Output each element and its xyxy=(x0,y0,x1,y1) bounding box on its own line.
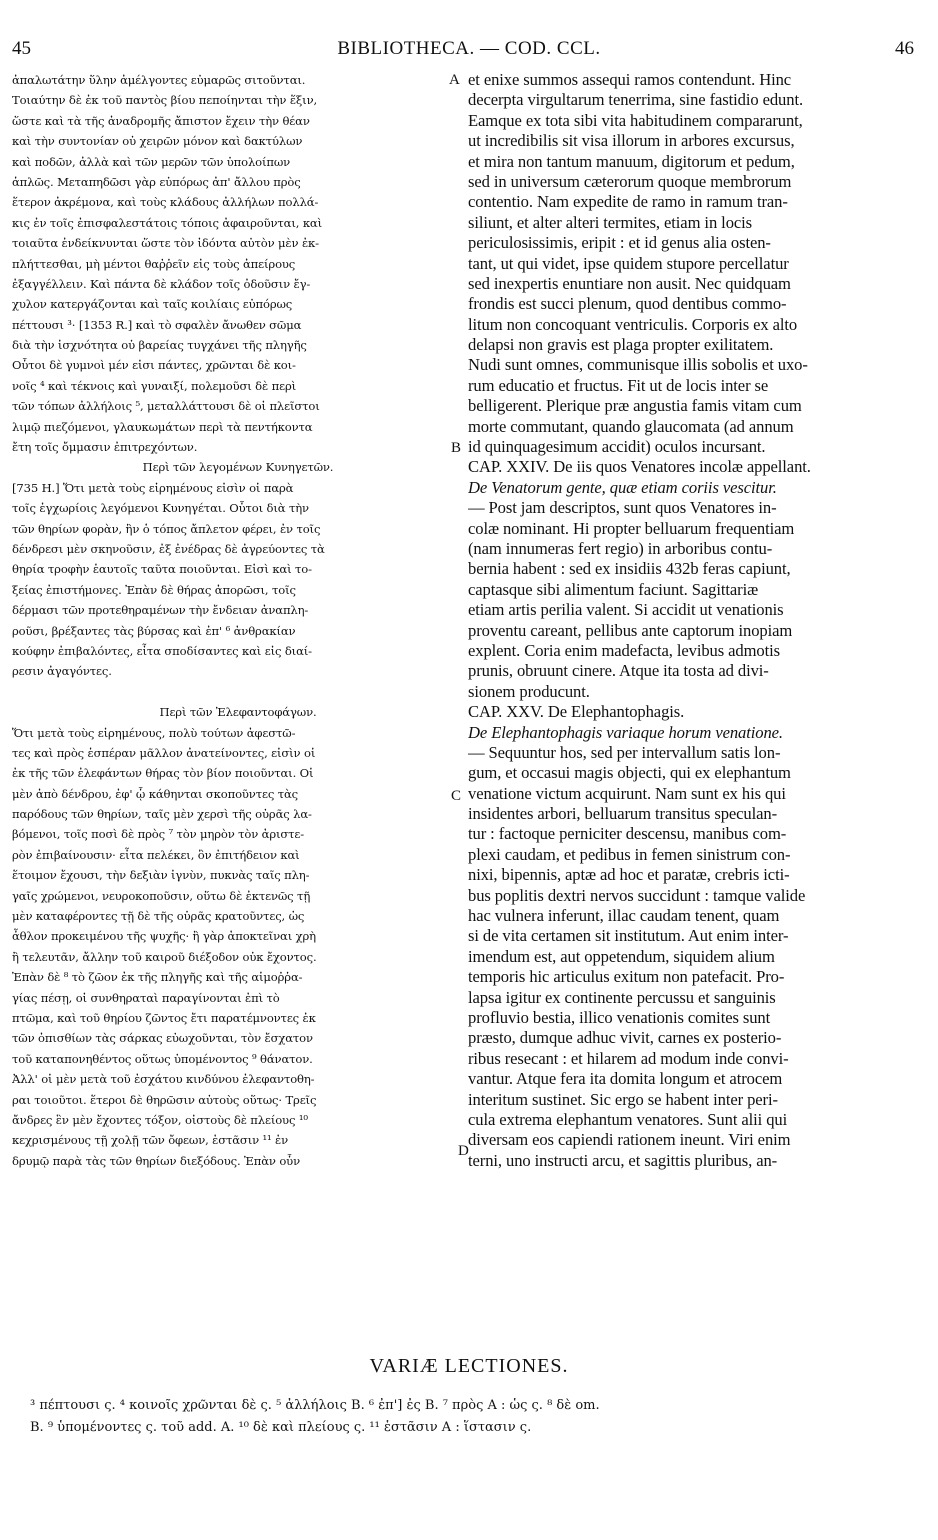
text-line: τες καὶ πρὸς ἑσπέραν μᾶλλον ἀνατείνοντες, εἰσὶν οἱ xyxy=(12,745,316,760)
text-line: τῶν θηρίων φορὰν, ἣν ὁ τόπος ἄπλετον φέρει, ἐν τοῖς xyxy=(12,521,321,536)
text-line: — Sequuntur hos, sed per intervallum satis lon- xyxy=(468,742,781,762)
text-line: tant, ut qui videt, ipse quidem stupore percellatur xyxy=(468,253,789,273)
text-line: μὲν καταφέροντες τῇ δὲ τῆς οὐρᾶς κρατοῦντες, ὡς xyxy=(12,909,305,924)
text-line: [735 H.] Ὅτι μετὰ τοὺς εἰρημένους εἰσὶν οἱ παρὰ xyxy=(12,480,294,495)
text-line: ρεσιν ἀγαγόντες. xyxy=(12,664,112,679)
variae-lectiones-title: VARIÆ LECTIONES. xyxy=(369,1355,569,1377)
text-line: Ὅτι μετὰ τοὺς εἰρημένους, πολὺ τούτων ἀφεστῶ- xyxy=(12,725,296,740)
text-line: ξείας ἐπιστήμονες. Ἐπὰν δὲ θήρας ἀπορῶσι, τοῖς xyxy=(12,582,296,597)
text-line: πέττουσι ³· [1353 R.] καὶ τὸ σφαλὲν ἄνωθεν σῶμα xyxy=(12,317,302,332)
greek-text-column xyxy=(12,70,464,1171)
text-line: profluvio bestia, illico venationis comites sunt xyxy=(468,1007,771,1027)
text-line: ribus resecant : et hilarem ad modum inde convi- xyxy=(468,1048,789,1068)
text-line: γαῖς χρώμενοι, νευροκοποῦσιν, οὕτω δὲ ἐκτενῶς τῇ xyxy=(12,888,311,903)
text-line: bus poplitis dextri nervos succidunt : tamque valide xyxy=(468,885,806,905)
margin-letter-c: C xyxy=(451,788,462,804)
text-line: si de vita certamen sit institutum. Aut enim inter- xyxy=(468,926,789,946)
latin-text-column xyxy=(468,70,908,1171)
text-line: κις ἐν τοῖς ἐπισφαλεστάτοις τόποις ἀφαιροῦνται, καὶ xyxy=(12,215,322,230)
text-line: litum non concoquant ventriculis. Corporis ex alto xyxy=(468,314,798,334)
page-number-left: 45 xyxy=(12,38,31,59)
text-line: ἐκ τῆς τῶν ἐλεφάντων θήρας τὸν βίον ποιοῦνται. Οἱ xyxy=(12,766,314,781)
text-line: βόμενοι, τοῖς ποσὶ δὲ πρὸς ⁷ τὸν μηρὸν τὸν ἀριστε- xyxy=(12,827,305,842)
text-line: gum, et occasui magis objecti, qui ex elephantum xyxy=(468,763,791,783)
text-line: prunis, obruunt cinere. Atque ita tosta ad divi- xyxy=(468,661,769,681)
text-line: et enixe summos assequi ramos contendunt. Hinc xyxy=(468,70,792,89)
text-line: (nam innumeras fert regio) in arboribus contu- xyxy=(468,538,773,558)
text-line: Περὶ τῶν Ἐλεφαντοφάγων. xyxy=(159,705,317,720)
variae-lectiones-notes xyxy=(30,1395,910,1439)
text-line: Ἀλλ' οἱ μὲν μετὰ τοῦ ἐσχάτου κινδύνου ἐλεφαντοθη- xyxy=(12,1072,315,1087)
text-line: ἆθλον προκειμένου τῆς ψυχῆς· ἢ γὰρ ἀποκτεῖναι χρὴ xyxy=(12,929,316,944)
text-line: morte commutant, quando glaucomata (ad annum xyxy=(468,416,794,436)
text-line: δρυμῷ παρὰ τὰς τῶν θηρίων διεξόδους. Ἐπὰν οὖν xyxy=(12,1153,300,1168)
text-line: ροῦσι, βρέξαντες τὰς βύρσας καὶ ἐπ' ⁶ ἀνθρακίαν xyxy=(12,623,296,638)
text-line: lapsa igitur ex continente percussu et sanguinis xyxy=(468,987,776,1007)
text-line: πτῶμα, καὶ τοῦ θηρίου ζῶντος ἔτι παρατέμνοντες ἐκ xyxy=(12,1010,316,1025)
text-line: ραι τοιοῦτοι. ἕτεροι δὲ θηρῶσιν αὐτοὺς οὕτως· Τρεῖς xyxy=(12,1092,317,1107)
text-line: ἄνδρες ἓν μὲν ἔχοντες τόξον, οἰστοὺς δὲ πλείους ¹⁰ xyxy=(12,1112,308,1127)
text-line: De Elephantophagis variaque horum venatione. xyxy=(468,722,783,742)
text-line: imendum est, aut oppetendum, siquidem alium xyxy=(468,946,775,966)
text-line: Περὶ τῶν λεγομένων Κυνηγετῶν. xyxy=(142,460,334,475)
text-line: ut incredibilis sit visa illorum in arbores excursus, xyxy=(468,131,795,151)
margin-letter-a: A xyxy=(449,72,460,88)
text-line: De Venatorum gente, quæ etiam coriis vescitur. xyxy=(468,477,777,497)
text-line: τοῖς ἐγχωρίοις λεγόμενοι Κυνηγέται. Οὗτοι διὰ τὴν xyxy=(12,501,309,516)
text-line: Οὗτοι δὲ γυμνοὶ μέν εἰσι πάντες, χρῶνται δὲ κοι- xyxy=(12,358,296,373)
text-line: κούφην ἐπιβαλόντες, εἶτα σποδίσαντες καὶ εἰς διαί- xyxy=(12,643,312,658)
text-line: μὲν ἀπὸ δένδρου, ἐφ' ᾧ κάθηνται σκοποῦντες τὰς xyxy=(12,786,298,801)
running-title: BIBLIOTHECA. — COD. CCL. xyxy=(337,38,601,59)
text-line: ἕτοιμον ἔχουσι, τὴν δεξιὰν ἰγνὺν, πυκνὰς ταῖς πλη- xyxy=(12,868,310,883)
text-line: — Post jam descriptos, sunt quos Venatores in- xyxy=(468,498,777,518)
text-line: ὥστε καὶ τὰ τῆς ἀναδρομῆς ἄπιστον ἔχειν τὴν θέαν xyxy=(12,113,310,128)
text-line: διὰ τὴν ἰσχνότητα οὐ βαρείας τυγχάνει τῆς πληγῆς xyxy=(12,338,307,353)
text-line: CAP. XXV. De Elephantophagis. xyxy=(468,702,685,722)
text-line: interitum sustinet. Sic ergo se habent inter peri- xyxy=(468,1089,778,1109)
text-line: contentio. Nam expedite de ramo in ramum tran- xyxy=(468,192,788,212)
running-header xyxy=(0,38,938,62)
text-line: καὶ ποδῶν, ἀλλὰ καὶ τῶν μερῶν τῶν ὑπολοίπων xyxy=(12,154,291,169)
text-line: decerpta virgultarum tenerrima, sine fastidio edunt. xyxy=(468,90,804,110)
text-line: ἕτερον ἀκρέμονα, καὶ τοὺς κλάδους ἀλλήλων πολλά- xyxy=(12,195,319,210)
text-line: CAP. XXIV. De iis quos Venatores incolæ appellant. xyxy=(468,457,811,477)
page-number-right: 46 xyxy=(895,38,914,59)
text-line: venatione victum acquirunt. Nam sunt ex his qui xyxy=(468,783,786,803)
text-line: explent. Coria enim madefacta, levibus admotis xyxy=(468,640,780,660)
text-line: bernia habent : sed ex insidiis 432b feras capiunt, xyxy=(468,559,791,579)
text-line: nixi, bipennis, aptæ ad hoc et paratæ, crebris icti- xyxy=(468,865,790,885)
text-line: τῶν ὀπισθίων τὰς σάρκας εὐωχοῦνται, τὸν ἔσχατον xyxy=(12,1031,313,1046)
text-line: Eamque ex tota sibi vita habitudinem compararunt, xyxy=(468,110,803,130)
text-line: ρὸν ἐπιβαίνουσιν· εἶτα πελέκει, ὃν ἐπιτήδειον καὶ xyxy=(12,847,300,862)
text-line: sed inexpertis enuntiare non ausit. Nec quidquam xyxy=(468,273,791,293)
text-line: ἁπλῶς. Μεταπηδῶσι γὰρ εὐπόρως ἀπ' ἄλλου πρὸς xyxy=(12,174,301,189)
text-line: ³ πέπτουσι ς. ⁴ κοινοῖς χρῶνται δὲ ς. ⁵ ἀλλήλοις B. ⁶ ἐπ'] ἐς B. ⁷ πρὸς A : ὡς ς. ⁸ δὲ om. xyxy=(30,1398,600,1413)
text-line: siliunt, et alter alteri termites, etiam in locis xyxy=(468,212,753,232)
text-line: delapsi non gravis est plaga propter exilitatem. xyxy=(468,335,774,355)
text-line: χυλον κατεργάζονται καὶ ταῖς κοιλίαις εὐπόρως xyxy=(12,297,293,312)
margin-letter-b: B xyxy=(451,440,462,456)
text-line: frondis est succi plenum, quod dentibus commo- xyxy=(468,294,787,314)
text-line: etiam artis perilia valent. Si accidit ut venationis xyxy=(468,600,784,620)
text-line: rum educatio et fructus. Fit ut de locis inter se xyxy=(468,375,769,395)
text-line: κεχρισμένους τῇ χολῇ τῶν ὄφεων, ἑστᾶσιν ¹¹ ἐν xyxy=(12,1133,289,1148)
text-line: ἔτη τοῖς ὄμμασιν ἐπιτρεχόντων. xyxy=(12,440,198,455)
text-line: sionem producunt. xyxy=(468,681,590,701)
text-line: colæ nominant. Hi propter belluarum frequentiam xyxy=(468,518,795,538)
text-line: vantur. Atque fera ita domita longum et atrocem xyxy=(468,1069,783,1089)
text-line: Ἐπὰν δὲ ⁸ τὸ ζῶον ἐκ τῆς πληγῆς καὶ τῆς αἱμοῤῥα- xyxy=(12,970,303,985)
text-line: cula extrema elephantum venatores. Sunt alii qui xyxy=(468,1109,788,1129)
text-line: Τοιαύτην δὲ ἐκ τοῦ παντὸς βίου πεποίηνται τὴν ἕξιν, xyxy=(12,93,317,108)
text-line: δένδρεσι μὲν σκηνοῦσιν, ἐξ ἐνέδρας δὲ ἀγρεύοντες τὰ xyxy=(12,541,325,556)
text-line: B. ⁹ ὑπομένοντες ς. τοῦ add. A. ¹⁰ δὲ καὶ πλείους ς. ¹¹ ἑστᾶσιν A : ἵστασιν ς. xyxy=(30,1420,532,1435)
text-line xyxy=(12,682,464,702)
text-line: captasque sibi alimentum faciunt. Sagittariæ xyxy=(468,579,759,599)
text-line: νοῖς ⁴ καὶ τέκνοις καὶ γυναιξί, πολεμοῦσι δὲ περὶ xyxy=(12,378,297,393)
text-line: sed in universum cæterorum quoque membrorum xyxy=(468,171,792,191)
text-line: et mira non tantum manuum, digitorum et pedum, xyxy=(468,151,795,171)
text-line: καὶ τὴν συντονίαν οὐ χειρῶν μόνον καὶ δακτύλων xyxy=(12,134,303,149)
text-line: diversam eos capiendi rationem ineunt. Viri enim xyxy=(468,1130,791,1150)
text-line: τῶν τόπων ἀλλήλοις ⁵, μεταλλάττουσι δὲ οἱ πλεῖστοι xyxy=(12,399,320,414)
text-line: id quinquagesimum accidit) oculos incursant. xyxy=(468,437,766,457)
text-line: hac vulnera inferunt, illac caudam tenent, quam xyxy=(468,906,780,926)
text-line: terni, uno instructi arcu, et sagittis pluribus, an- xyxy=(468,1150,778,1170)
text-line: Nudi sunt omnes, communisque illis sobolis et uxo- xyxy=(468,355,808,375)
text-line: δέρμασι τῶν προτεθηραμένων τὴν ἔνδειαν ἀναπλη- xyxy=(12,603,309,618)
text-line: temporis hic articulus exitum non patefacit. Pro- xyxy=(468,967,785,987)
text-line: τοῦ καταπονηθέντος οὕτως ὑπομένοντος ⁹ θάνατον. xyxy=(12,1051,313,1066)
text-line: ἐξαγγέλλειν. Καὶ πάντα δὲ κλάδον τοῖς ὀδοῦσιν ἔγ- xyxy=(12,276,311,291)
text-line: θηρία τροφὴν ἑαυτοῖς ταῦτα ποιοῦνται. Εἰσὶ καὶ το- xyxy=(12,562,312,577)
text-line: ἢ τελευτᾶν, ἄλλην τοῦ καιροῦ διέξοδον οὐκ ἔχοντος. xyxy=(12,949,317,964)
text-line: ἀπαλωτάτην ὕλην ἀμέλγοντες εὐμαρῶς σιτοῦνται. xyxy=(12,73,306,87)
text-line: tur : factoque perniciter descensu, manibus com- xyxy=(468,824,787,844)
text-line: proventu careant, pellibus ante captorum inopiam xyxy=(468,620,793,640)
text-line: belligerent. Plerique præ angustia famis vitam cum xyxy=(468,396,802,416)
margin-letter-d: D xyxy=(458,1143,469,1159)
text-line: παρόδους τῶν θηρίων, ταῖς μὲν χερσὶ τῆς οὐρᾶς λα- xyxy=(12,807,312,822)
text-line: λιμῷ πιεζόμενοι, γλαυκωμάτων περὶ τὰ πεντήκοντα xyxy=(12,419,313,434)
text-line: insidentes arbori, belluarum transitus speculan- xyxy=(468,804,778,824)
text-line: τοιαῦτα ἐνδείκνυνται ὥστε τὸν ἰδόντα αὐτὸν μὲν ἐκ- xyxy=(12,236,319,251)
text-line: πλήττεσθαι, μὴ μέντοι θαῤῥεῖν εἰς τοὺς ἀπείρους xyxy=(12,256,296,271)
text-line: præsto, dumque adhuc vivit, carnes ex posterio- xyxy=(468,1028,782,1048)
text-line: plexi caudam, et pedibus in femen sinistrum con- xyxy=(468,844,791,864)
text-line: γίας πέσῃ, οἱ συνθηραταὶ παραγίνονται ἐπὶ τὸ xyxy=(12,990,280,1005)
text-line: periculosissimis, eripit : et id genus alia osten- xyxy=(468,233,771,253)
